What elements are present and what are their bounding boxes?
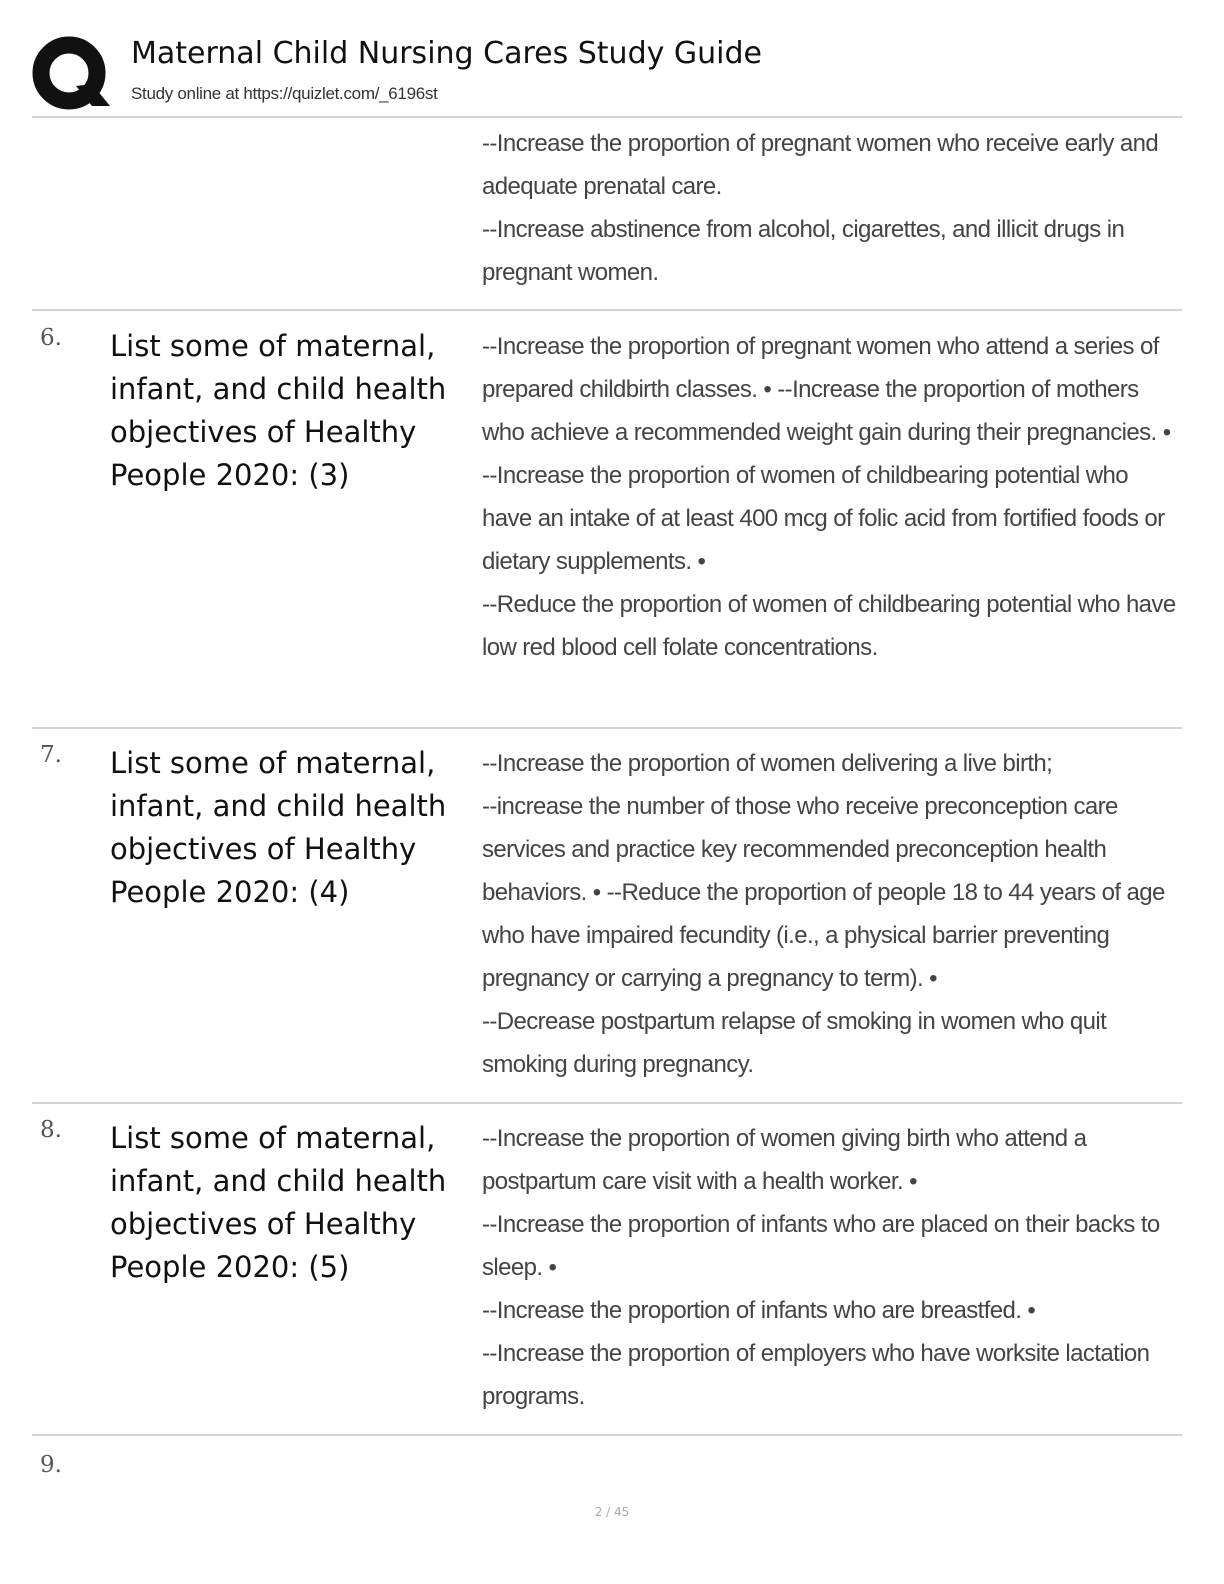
study-link[interactable]: Study online at https://quizlet.com/_6196st bbox=[131, 84, 438, 103]
quizlet-logo-icon bbox=[32, 34, 110, 112]
page-title: Maternal Child Nursing Cares Study Guide bbox=[131, 36, 762, 71]
card-divider bbox=[32, 1102, 1182, 1104]
definition-line: --Increase the proportion of women giving birth who attend a postpartum care visit with a health worker. • bbox=[482, 1125, 1087, 1195]
definition-line: --Increase abstinence from alcohol, cigarettes, and illicit drugs in pregnant women. bbox=[482, 216, 1125, 286]
page-number: 2 / 45 bbox=[594, 1505, 630, 1519]
card-divider bbox=[32, 1434, 1182, 1436]
definition-line: --Increase the proportion of women of childbearing potential who have an intake of at least 400 mcg of folic acid from fortified foods or dietary supplements. • bbox=[482, 462, 1165, 575]
definition-line: --Increase the proportion of infants who are placed on their backs to sleep. • bbox=[482, 1211, 1160, 1281]
definition-line: --increase the number of those who receive preconception care services and practice key recommended preconception health behaviors. • --Reduce the proportion of people 18 to 44 years of age who have impaired fecundity (i.e., a physical barrier preventing pregnancy or carrying a pregnancy to term). • bbox=[482, 793, 1165, 992]
card-definition bbox=[482, 325, 1182, 669]
card-number: 8. bbox=[40, 1117, 62, 1143]
definition-line: --Decrease postpartum relapse of smoking in women who quit smoking during pregnancy. bbox=[482, 1008, 1107, 1078]
definition-line: --Reduce the proportion of women of childbearing potential who have low red blood cell folate concentrations. bbox=[482, 591, 1176, 661]
card-divider bbox=[32, 727, 1182, 729]
definition-line: --Increase the proportion of employers who have worksite lactation programs. bbox=[482, 1340, 1150, 1410]
card-term: List some of maternal, infant, and child health objectives of Healthy People 2020: (3) bbox=[110, 329, 447, 492]
card-number: 7. bbox=[40, 742, 62, 768]
card-term: List some of maternal, infant, and child health objectives of Healthy People 2020: (5) bbox=[110, 1121, 447, 1284]
card-number: 6. bbox=[40, 325, 62, 351]
definition-line: --Increase the proportion of pregnant women who attend a series of prepared childbirth classes. • --Increase the proportion of mothers who achieve a recommended weight gain during their pregnancies. • bbox=[482, 333, 1171, 446]
definition-line: --Increase the proportion of pregnant women who receive early and adequate prenatal care. bbox=[482, 130, 1159, 200]
header-divider bbox=[32, 116, 1182, 118]
definition-line: --Increase the proportion of infants who are breastfed. • bbox=[482, 1297, 1036, 1324]
card-definition bbox=[482, 122, 1182, 294]
card-definition bbox=[482, 1117, 1182, 1418]
card-term: List some of maternal, infant, and child health objectives of Healthy People 2020: (4) bbox=[110, 746, 447, 909]
card-number: 9. bbox=[40, 1452, 62, 1478]
definition-line: --Increase the proportion of women delivering a live birth; bbox=[482, 750, 1053, 777]
card-divider bbox=[32, 309, 1182, 311]
card-definition bbox=[482, 742, 1182, 1086]
